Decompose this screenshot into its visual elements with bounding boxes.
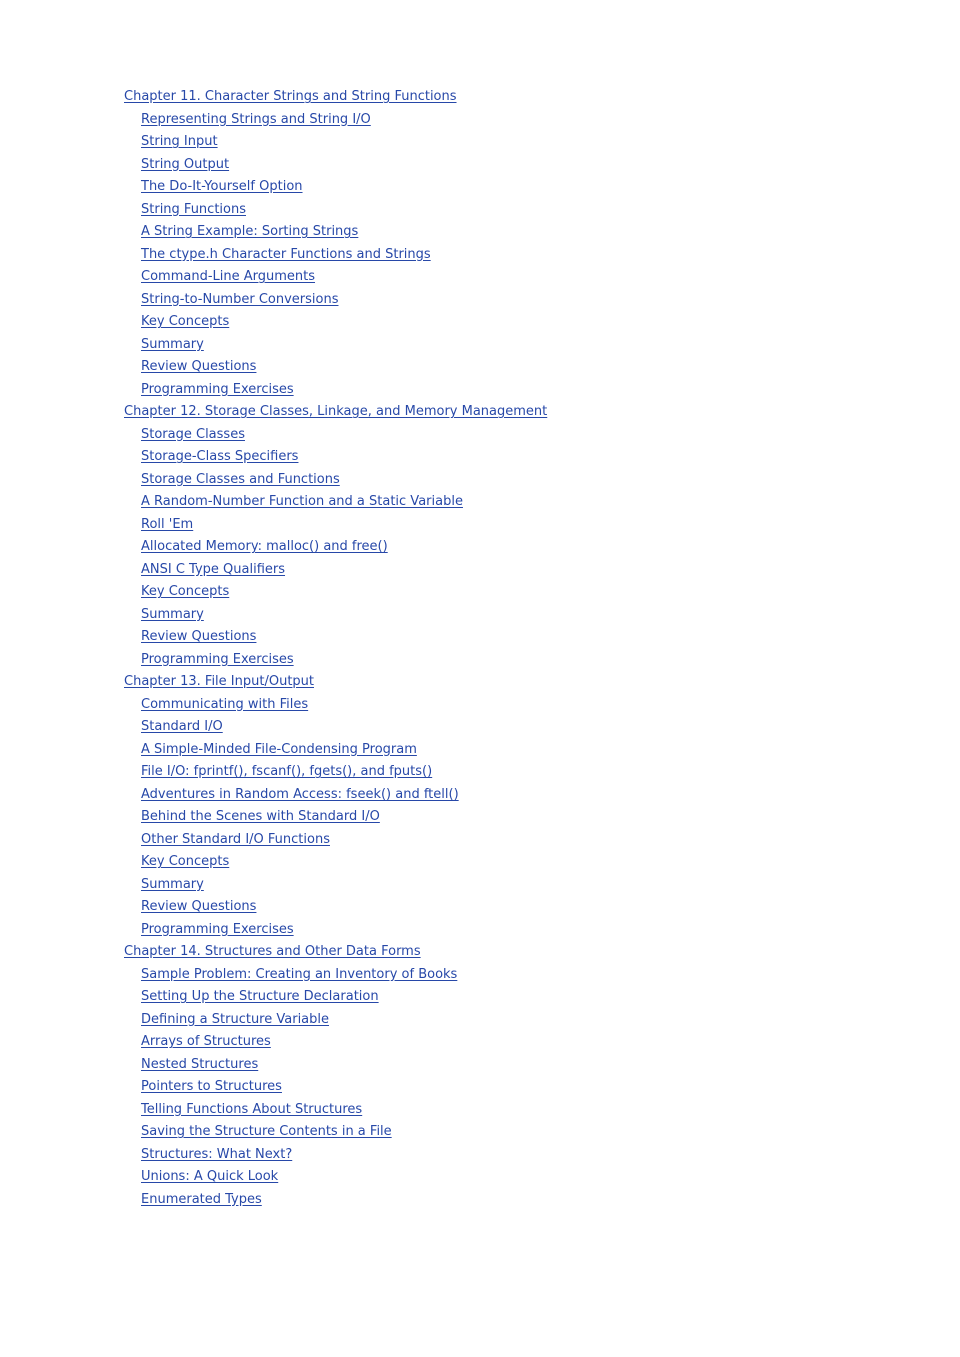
section-link[interactable]: Review Questions (141, 359, 257, 374)
toc-section-entry (124, 1121, 824, 1144)
toc-section-entry (124, 626, 824, 649)
chapter-link[interactable]: Chapter 13. File Input/Output (124, 674, 314, 689)
section-link[interactable]: Pointers to Structures (141, 1079, 282, 1094)
section-link[interactable]: Summary (141, 336, 204, 352)
section-link[interactable]: Adventures in Random Access: fseek() and ftell() (141, 786, 459, 802)
section-link[interactable]: Communicating with Files (141, 696, 309, 712)
toc-section-entry (124, 289, 824, 312)
section-link[interactable]: Command-Line Arguments (141, 269, 316, 284)
toc-section-entry (124, 379, 824, 402)
section-link[interactable]: Summary (141, 606, 204, 622)
toc-section-entry (124, 109, 824, 132)
chapter-link[interactable]: Chapter 14. Structures and Other Data Forms (124, 944, 421, 959)
toc-section-entry (124, 1076, 824, 1099)
section-link[interactable]: ANSI C Type Qualifiers (141, 561, 286, 577)
section-link[interactable]: Structures: What Next? (141, 1146, 293, 1162)
toc-section-entry (124, 784, 824, 807)
section-link[interactable]: Key Concepts (141, 854, 230, 869)
section-link[interactable]: String Input (141, 134, 218, 149)
toc-section-entry (124, 176, 824, 199)
section-link[interactable]: A Random-Number Function and a Static Variable (141, 494, 463, 509)
section-link[interactable]: Storage Classes and Functions (141, 471, 340, 487)
chapter-link[interactable]: Chapter 12. Storage Classes, Linkage, and Memory Management (124, 404, 548, 419)
toc-section-entry (124, 334, 824, 357)
section-link[interactable]: Unions: A Quick Look (141, 1169, 279, 1184)
toc-chapter-entry (124, 941, 824, 964)
section-link[interactable]: Setting Up the Structure Declaration (141, 989, 379, 1004)
section-link[interactable]: The ctype.h Character Functions and Strings (141, 246, 431, 262)
section-link[interactable]: Storage-Class Specifiers (141, 449, 299, 464)
toc-section-entry (124, 266, 824, 289)
section-link[interactable]: Programming Exercises (141, 651, 294, 667)
section-link[interactable]: Telling Functions About Structures (141, 1101, 363, 1117)
toc-section-entry (124, 739, 824, 762)
section-link[interactable]: Arrays of Structures (141, 1034, 271, 1049)
section-link[interactable]: A Simple-Minded File-Condensing Program (141, 741, 417, 757)
toc-section-entry (124, 131, 824, 154)
section-link[interactable]: Representing Strings and String I/O (141, 111, 371, 127)
toc-section-entry (124, 446, 824, 469)
section-link[interactable]: Review Questions (141, 629, 257, 644)
toc-section-entry (124, 761, 824, 784)
toc-section-entry (124, 311, 824, 334)
toc-section-entry (124, 874, 824, 897)
toc-section-entry (124, 964, 824, 987)
section-link[interactable]: String Functions (141, 201, 246, 217)
toc-chapter-entry (124, 671, 824, 694)
toc-section-entry (124, 356, 824, 379)
toc-section-entry (124, 154, 824, 177)
section-link[interactable]: Summary (141, 876, 204, 892)
section-link[interactable]: Roll 'Em (141, 516, 194, 532)
toc-section-entry (124, 896, 824, 919)
section-link[interactable]: Standard I/O (141, 719, 223, 734)
section-link[interactable]: Sample Problem: Creating an Inventory of Books (141, 966, 458, 982)
toc-section-entry (124, 806, 824, 829)
toc-section-entry (124, 1031, 824, 1054)
toc-section-entry (124, 1166, 824, 1189)
toc-section-entry (124, 1054, 824, 1077)
section-link[interactable]: Defining a Structure Variable (141, 1011, 330, 1027)
toc-section-entry (124, 1144, 824, 1167)
toc-section-entry (124, 514, 824, 537)
section-link[interactable]: Other Standard I/O Functions (141, 831, 330, 847)
section-link[interactable]: The Do-It-Yourself Option (141, 179, 303, 194)
toc-section-entry (124, 424, 824, 447)
toc-section-entry (124, 986, 824, 1009)
toc-section-entry (124, 604, 824, 627)
table-of-contents (124, 86, 824, 1211)
section-link[interactable]: File I/O: fprintf(), fscanf(), fgets(), and fputs() (141, 764, 433, 779)
toc-section-entry (124, 469, 824, 492)
toc-section-entry (124, 694, 824, 717)
toc-section-entry (124, 1099, 824, 1122)
toc-section-entry (124, 649, 824, 672)
section-link[interactable]: Enumerated Types (141, 1191, 262, 1207)
section-link[interactable]: A String Example: Sorting Strings (141, 224, 359, 239)
section-link[interactable]: Programming Exercises (141, 381, 294, 397)
toc-section-entry (124, 244, 824, 267)
toc-section-entry (124, 851, 824, 874)
toc-section-entry (124, 716, 824, 739)
section-link[interactable]: Behind the Scenes with Standard I/O (141, 809, 380, 824)
toc-section-entry (124, 1189, 824, 1212)
toc-section-entry (124, 581, 824, 604)
section-link[interactable]: Key Concepts (141, 314, 230, 329)
toc-section-entry (124, 1009, 824, 1032)
toc-section-entry (124, 559, 824, 582)
toc-chapter-entry (124, 401, 824, 424)
section-link[interactable]: Programming Exercises (141, 921, 294, 937)
toc-section-entry (124, 199, 824, 222)
toc-section-entry (124, 919, 824, 942)
section-link[interactable]: Review Questions (141, 899, 257, 914)
toc-section-entry (124, 536, 824, 559)
chapter-link[interactable]: Chapter 11. Character Strings and String Functions (124, 89, 457, 104)
toc-section-entry (124, 829, 824, 852)
section-link[interactable]: Storage Classes (141, 426, 245, 442)
section-link[interactable]: Key Concepts (141, 584, 230, 599)
toc-section-entry (124, 491, 824, 514)
toc-section-entry (124, 221, 824, 244)
section-link[interactable]: Allocated Memory: malloc() and free() (141, 539, 388, 554)
section-link[interactable]: Nested Structures (141, 1056, 259, 1072)
section-link[interactable]: String Output (141, 156, 230, 172)
section-link[interactable]: String-to-Number Conversions (141, 291, 339, 307)
toc-chapter-entry (124, 86, 824, 109)
section-link[interactable]: Saving the Structure Contents in a File (141, 1124, 392, 1139)
